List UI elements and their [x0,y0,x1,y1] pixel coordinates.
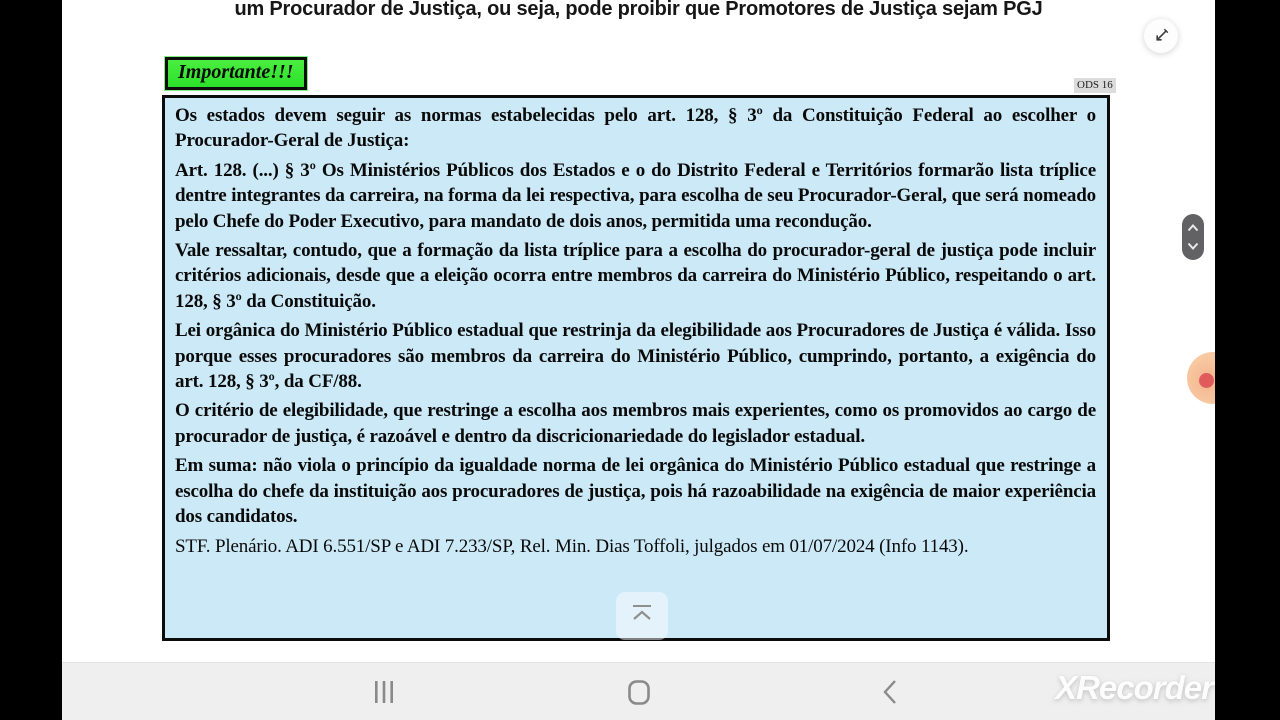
recents-button[interactable] [354,663,414,720]
scroll-up-button chevron-up-icon[interactable] [1187,224,1199,232]
paragraph-intro: Os estados devem seguir as normas estabelecidas pelo art. 128, § 3º da Constituição Federal ao escolher o Procurador-Geral de Justiça: [175,105,1096,152]
collapse-arrow-icon [1152,27,1170,45]
law-summary-box [162,95,1110,641]
back-button[interactable] [860,663,920,720]
scroll-widget [1182,214,1204,260]
paragraph-art128: Art. 128. (...) § 3º Os Ministérios Públicos dos Estados e o do Distrito Federal e Territórios formarão lista tríplice dentre integrantes da carreira, na forma da lei respectiva, para escolha de seu Procurador-Geral, que será nomeado pelo Chefe do Poder Executivo, para mandato de dois anos, permitida uma recondução. [175,159,1096,232]
android-navbar [62,662,1215,720]
paragraph-lei-organica: Lei orgânica do Ministério Público estadual que restrinja da elegibilidade aos Procuradores de Justiça é válida. Isso porque esses procuradores são membros da carreira do Ministério Público, cumprindo, portanto, a exigência do art. 128, § 3º, da CF/88. [175,320,1096,393]
ods-chip: ODS 16 [1074,78,1116,93]
home-button[interactable] [609,663,669,720]
paragraph-criterio: O critério de elegibilidade, que restringe a escolha aos membros mais experientes, como os promovidos ao cargo de procurador de justiça, é razoável e dentro da discricionariedade do legislador estadual. [175,400,1096,447]
home-icon [627,679,651,706]
scroll-down-button chevron-down-icon[interactable] [1187,242,1199,250]
recorder-minimize-button[interactable] [1144,19,1178,53]
back-chevron-icon [881,678,899,706]
chevron-up-icon [631,609,653,621]
paragraph-vale-ressaltar: Vale ressaltar, contudo, que a formação da lista tríplice para a escolha do procurador-geral de justiça pode incluir critérios adicionais, desde que a eleição ocorra entre membros da carreira do Ministério Público, respeitando o art. 128, § 3º da Constituição. [175,240,1096,312]
paragraph-citation: STF. Plenário. ADI 6.551/SP e ADI 7.233/SP, Rel. Min. Dias Toffoli, julgados em 01/07/2024 (Info 1143). [175,535,969,557]
pull-up-handle[interactable] [616,592,668,640]
page-title: um Procurador de Justiça, ou seja, pode proibir que Promotores de Justiça sejam PGJ [234,0,1043,20]
record-dot-icon [1199,373,1214,388]
document-page [62,0,1215,662]
recent-apps-icon [372,680,396,704]
xrecorder-watermark: XRecorder [1055,669,1213,706]
handle-bar-icon [633,605,651,607]
paragraph-em-suma: Em suma: não viola o princípio da igualdade norma de lei orgânica do Ministério Público estadual que restringe a escolha do chefe da instituição aos procuradores de justiça, pois há razoabilidade na exigência de maior experiência dos candidatos. [175,455,1096,528]
letterbox-right [1215,0,1280,720]
importante-badge: Importante!!! [165,57,307,90]
